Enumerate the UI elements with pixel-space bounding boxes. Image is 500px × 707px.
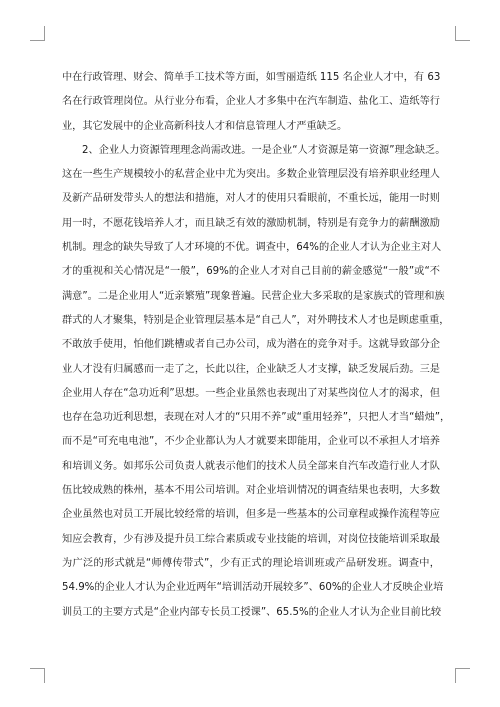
- text-line: 企业虽然也对员工开展比较经常的培训，但多是一些基本的公司章程或操作流程等应: [62, 509, 440, 521]
- text-line: 业人才没有归属感而一走了之，长此以往，企业缺乏人才支撑，缺乏发展后劲。三是: [62, 363, 440, 375]
- text-line: 名在行政管理岗位。从行业分布看，企业人才多集中在汽车制造、盐化工、造纸等行: [62, 96, 440, 108]
- text-line: 伍比较成熟的株州，基本不用公司培训。对企业培训情况的调查结果也表明，大多数: [62, 485, 440, 497]
- text-line: 为广泛的形式就是“师傅传带式”，少有正式的理论培训班或产品研发班。调查中，: [62, 557, 440, 569]
- text-line: 也存在急功近利思想，表现在对人才的“只用不养”或“重用轻养”，只把人才当“蜡烛”，: [62, 412, 451, 424]
- text-line: 机制。理念的缺失导致了人才环境的不优。调查中，64%的企业人才认为企业主对人: [62, 242, 442, 254]
- text-line: 训员工的主要方式是“企业内部专长员工授课”、65.5%的企业人才认为企业目前比较: [62, 606, 442, 618]
- text-line: 业，其它发展中的企业高新科技人才和信息管理人才严重缺乏。: [62, 120, 348, 132]
- text-line: 这在一些生产规模较小的私营企业中尤为突出。多数企业管理层没有培养职业经理人: [62, 169, 440, 181]
- text-line: 知应会教育，少有涉及提升员工综合素质或专业技能的培训，对岗位技能培训采取最: [62, 533, 440, 545]
- text-line: 而不是“可充电电池”，不少企业都认为人才就要来即能用，企业可以不承担人才培养: [62, 436, 440, 448]
- text-line: 和培训义务。如邦乐公司负责人就表示他们的技术人员全部来自汽车改造行业人才队: [62, 460, 440, 472]
- text-line: 满意”。二是企业用人“近亲繁殖”现象普遍。民营企业大多采取的是家族式的管理和族: [62, 290, 445, 302]
- text-line: 中在行政管理、财会、简单手工技术等方面，如雪丽造纸 115 名企业人才中，有 63: [62, 72, 441, 83]
- text-line: 及新产品研发带头人的想法和措施，对人才的使用只看眼前，不重长远，能用一时则: [62, 193, 440, 205]
- text-line: 企业用人存在“急功近利”思想。一些企业虽然也表现出了对某些岗位人才的渴求，但: [62, 387, 440, 399]
- crop-mark-top-right: [455, 26, 470, 41]
- text-line: 用一时，不愿花钱培养人才，而且缺乏有效的激励机制，特别是有竞争力的薪酬激励: [62, 217, 440, 229]
- body-text: [62, 66, 451, 625]
- text-line: 2、企业人力资源管理理念尚需改进。一是企业“人才资源是第一资源”理念缺乏。: [82, 144, 446, 156]
- text-line: 不敢放手使用，怕他们跳槽或者自己办公司，成为潜在的竞争对手。这就导致部分企: [62, 339, 440, 351]
- text-line: 54.9%的企业人才认为企业近两年“培训活动开展较多”、60%的企业人才反映企业培: [62, 582, 444, 594]
- crop-mark-bottom-right: [455, 668, 470, 683]
- crop-mark-bottom-left: [30, 668, 45, 683]
- text-line: 群式的人才聚集，特别是企业管理层基本是“自己人”，对外聘技术人才也是顾虑重重，: [62, 314, 450, 326]
- text-line: 才的重视和关心情况是“一般”，69%的企业人才对自己目前的薪金感觉“一般”或“不: [62, 266, 440, 278]
- crop-mark-top-left: [30, 26, 45, 41]
